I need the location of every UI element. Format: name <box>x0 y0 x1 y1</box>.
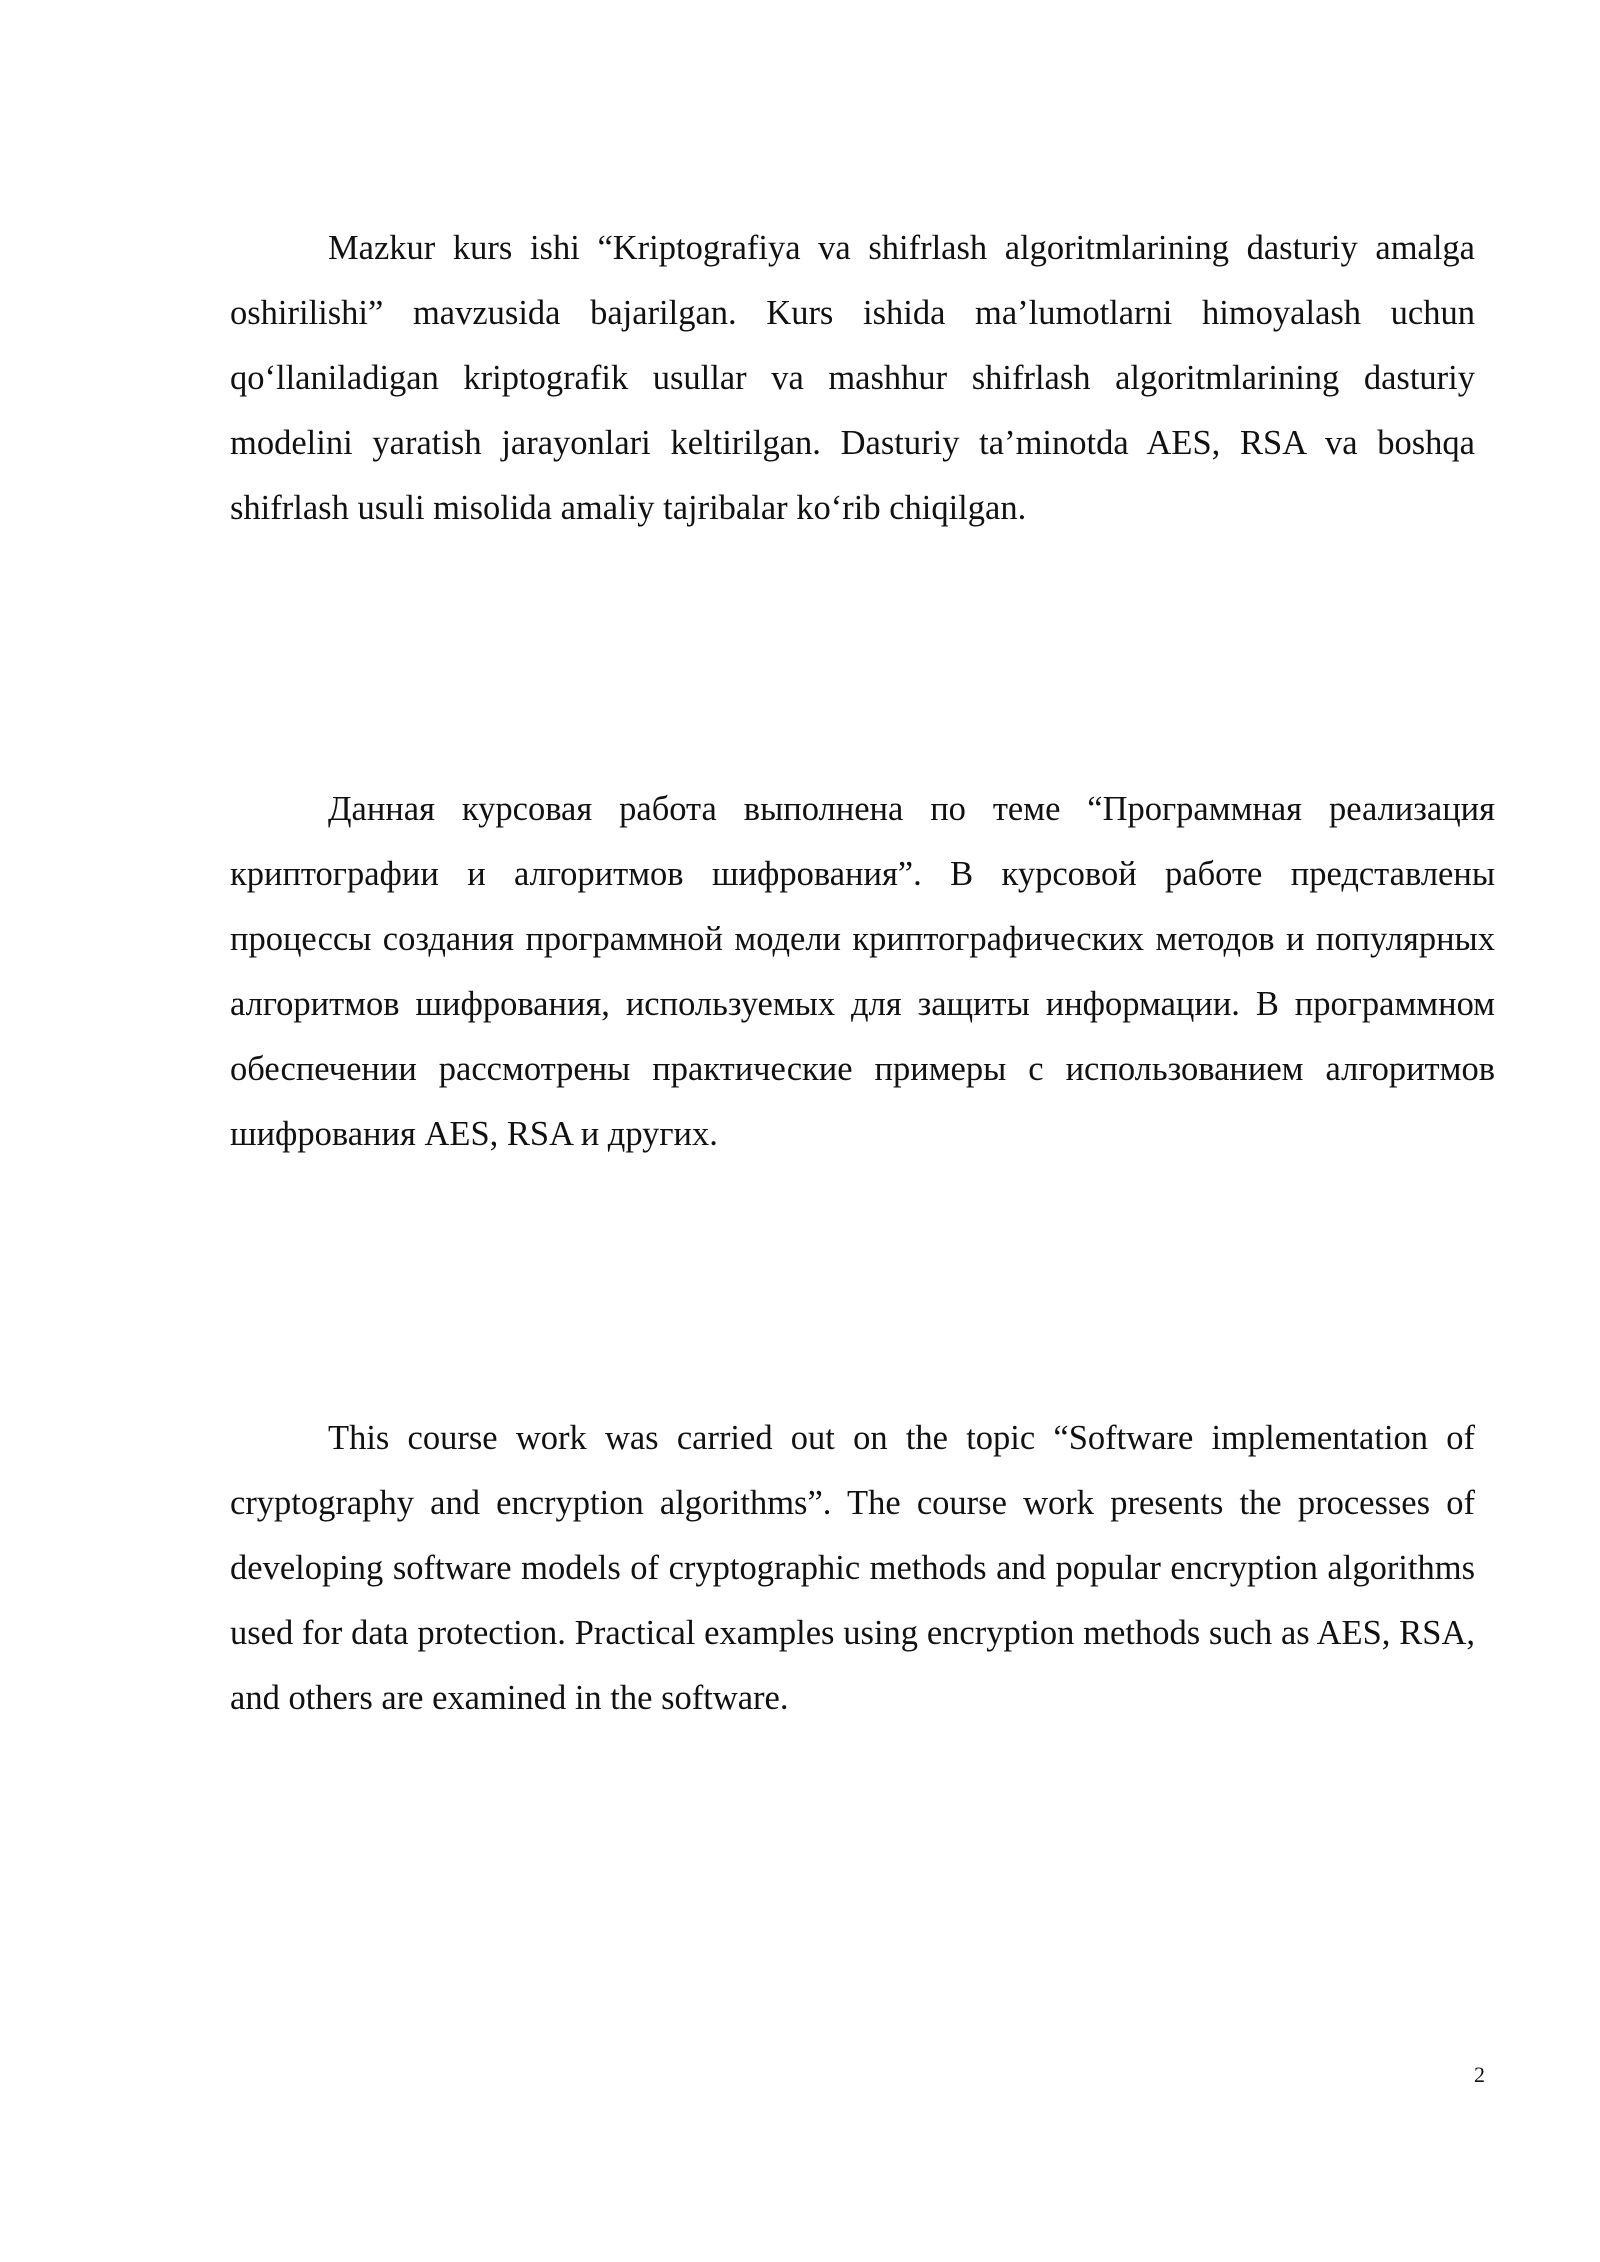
abstract-russian: Данная курсовая работа выполнена по теме “Программная реализация криптографии и алгоритмов шифрования”. В курсовой работе представлены процессы создания программной модели криптографических методов и популярных алгоритмов шифрования, используемых для защиты информации. В программном обеспечении рассмотрены практические примеры с использованием алгоритмов шифрования AES, RSA и других. <box>230 790 1495 1153</box>
abstract-uzbek: Mazkur kurs ishi “Kriptografiya va shifrlash algoritmlarining dasturiy amalga oshirilishi” mavzusida bajarilgan. Kurs ishida ma’lumotlarni himoyalash uchun qo‘llaniladigan kriptografik usullar va mashhur shifrlash algoritmlarining dasturiy modelini yaratish jarayonlari keltirilgan. Dasturiy ta’minotda AES, RSA va boshqa shifrlash usuli misolida amaliy tajribalar ko‘rib chiqilgan. <box>230 229 1475 527</box>
page-number: 2 <box>1474 2062 1485 2087</box>
abstract-english: This course work was carried out on the topic “Software implementation of cryptography and encryption algorithms”. The course work presents the processes of developing software models of cryptographic methods and popular encryption algorithms used for data protection. Practical examples using encryption methods such as AES, RSA, and others are examined in the software. <box>230 1419 1475 1717</box>
